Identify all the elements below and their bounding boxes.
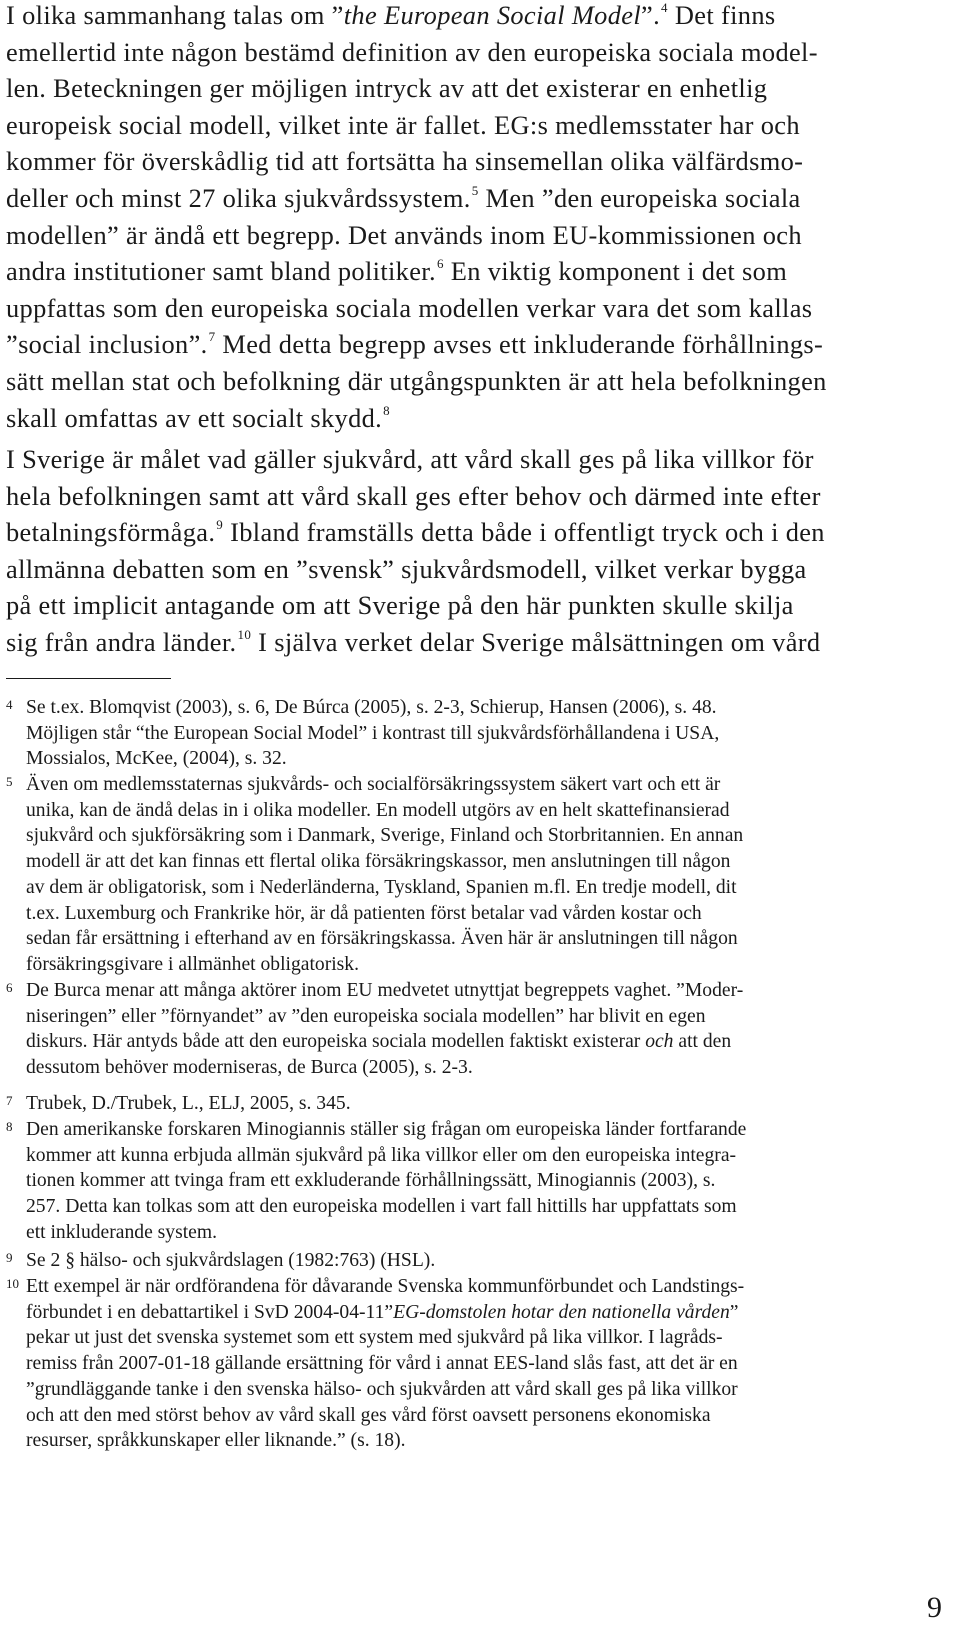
- text-line: [26, 1302, 738, 1324]
- text-run: Trubek, D./Trubek, L., ELJ, 2005, s. 345.: [26, 1093, 351, 1114]
- text-line: [26, 1196, 737, 1218]
- text-line: [6, 0, 954, 31]
- text-line: [26, 1145, 736, 1167]
- text-line: [26, 1250, 435, 1272]
- text-line: [6, 444, 954, 475]
- text-run: ”social inclusion”.: [6, 329, 208, 360]
- text-run: pekar ut just det svenska systemet som ett system med sjukvård på lika villkor. I lagråds-: [26, 1327, 723, 1349]
- text-line: [6, 37, 954, 68]
- text-line: [26, 1379, 738, 1401]
- footnote-reference: 9: [216, 517, 224, 533]
- footnote-number: 5: [6, 774, 13, 789]
- text-line: [26, 1327, 723, 1349]
- text-line: [6, 256, 954, 287]
- italic-text: the European Social Model: [343, 0, 642, 30]
- text-line: [26, 1276, 744, 1298]
- text-line: [26, 1031, 731, 1053]
- text-run: och att den med störst behov av vård skall ges vård först oavsett personens ekonomiska: [26, 1404, 711, 1426]
- text-line: [26, 1093, 351, 1115]
- text-run: Det finns: [667, 0, 776, 30]
- text-line: [6, 220, 954, 251]
- text-line: [26, 774, 720, 796]
- text-line: [26, 1057, 473, 1079]
- text-line: [26, 1170, 715, 1192]
- text-run: sätt mellan stat och befolkning där utgångspunkten är att hela befolkningen: [6, 366, 827, 396]
- text-run: förbundet i en debattartikel i SvD 2004-04-11”: [26, 1301, 394, 1323]
- italic-text: och: [645, 1031, 674, 1053]
- text-run: Se t.ex. Blomqvist (2003), s. 6, De Búrca (2005), s. 2-3, Schierup, Hansen (2006), s. 48.: [26, 697, 717, 718]
- text-line: [6, 590, 954, 621]
- text-line: [26, 851, 730, 873]
- text-line: [26, 903, 702, 925]
- text-run: sedan får ersättning i efterhand av en försäkringskassa. Även här är anslutningen till någon: [26, 928, 738, 950]
- text-line: [26, 748, 287, 770]
- text-line: [6, 481, 954, 512]
- footnote-reference: 8: [383, 402, 390, 418]
- text-run: remiss från 2007-01-18 gällande ersättning för vård i annat EES-land slås fast, att det är en: [26, 1353, 738, 1375]
- footnote-reference: 7: [208, 329, 216, 345]
- text-run: betalningsförmåga.: [6, 517, 216, 548]
- text-line: [26, 697, 717, 719]
- text-run: europeisk social modell, vilket inte är fallet. EG:s medlemsstater har och: [6, 109, 800, 140]
- footnote-reference: 4: [661, 0, 668, 15]
- text-run: deller och minst 27 olika sjukvårdssystem.: [6, 183, 471, 213]
- text-line: [26, 825, 743, 847]
- text-run: uppfattas som den europeiska sociala modellen verkar vara det som kallas: [6, 292, 813, 323]
- text-run: sjukvård och sjukförsäkring som i Danmark, Sverige, Finland och Storbritannien. En annan: [26, 825, 744, 847]
- text-run: försäkringsgivare i allmänhet obligatorisk.: [26, 953, 360, 975]
- text-run: Mossialos, McKee, (2004), s. 32.: [26, 748, 287, 770]
- text-line: [6, 366, 954, 397]
- text-line: [26, 1405, 711, 1427]
- text-line: [6, 517, 954, 548]
- text-run: ”.: [641, 0, 661, 30]
- footnote-reference: 5: [471, 183, 479, 198]
- text-line: [26, 723, 719, 745]
- text-line: [6, 73, 954, 104]
- text-line: [26, 954, 359, 976]
- text-run: sig från andra länder.: [6, 627, 237, 657]
- text-run: Se 2 § hälso- och sjukvårdslagen (1982:763) (HSL).: [26, 1250, 436, 1271]
- text-run: kommer att kunna erbjuda allmän sjukvård på lika villkor eller om den europeiska integra-: [26, 1144, 737, 1166]
- text-run: emellertid inte någon bestämd definition av den europeiska sociala model-: [6, 36, 818, 67]
- text-run: ”: [729, 1301, 739, 1323]
- text-line: [26, 877, 737, 899]
- text-run: En viktig komponent i det som: [443, 256, 788, 287]
- text-run: I Sverige är målet vad gäller sjukvård, att vård skall ges på lika villkor för: [6, 444, 814, 474]
- text-run: Ett exempel är när ordförandena för dåvarande Svenska kommunförbundet och Landstings-: [26, 1276, 745, 1297]
- footnote-separator: [6, 678, 171, 679]
- footnote-number: 6: [6, 980, 13, 995]
- text-run: Ibland framställs detta både i offentligt tryck och i den: [223, 517, 825, 548]
- text-run: diskurs. Här antyds både att den europeiska sociala modellen faktiskt existerar: [26, 1031, 646, 1053]
- text-line: [6, 293, 954, 324]
- text-run: ett inkluderande system.: [26, 1221, 217, 1243]
- footnote-reference: 6: [436, 256, 444, 272]
- text-line: [6, 554, 954, 585]
- text-line: [6, 627, 954, 658]
- footnote-number: 9: [6, 1250, 13, 1265]
- text-line: [26, 1222, 217, 1244]
- text-run: tionen kommer att tvinga fram ett exkluderande förhållningssätt, Minogiannis (2003), s.: [26, 1170, 716, 1192]
- text-line: [6, 403, 954, 434]
- text-run: I själva verket delar Sverige målsättningen om vård: [251, 627, 821, 657]
- text-run: unika, kan de ändå delas in i olika modeller. En modell utgörs av en helt skattefinansierad: [26, 799, 730, 821]
- text-line: [6, 329, 954, 360]
- footnote-number: 8: [6, 1119, 13, 1134]
- text-run: Med detta begrepp avses ett inkluderande förhållnings-: [215, 329, 824, 360]
- footnote-number: 4: [6, 697, 13, 712]
- text-run: resurser, språkkunskaper eller liknande.” (s. 18).: [26, 1430, 406, 1452]
- text-run: skall omfattas av ett socialt skydd.: [6, 402, 383, 433]
- text-run: andra institutioner samt bland politiker.: [6, 256, 436, 287]
- text-run: ”grundläggande tanke i den svenska hälso- och sjukvården att vård skall ges på lika villkor: [26, 1378, 738, 1400]
- text-run: dessutom behöver moderniseras, de Burca (2005), s. 2-3.: [26, 1057, 473, 1079]
- text-run: av dem är obligatorisk, som i Nederländerna, Tyskland, Spanien m.fl. En tredje modell, dit: [26, 876, 737, 898]
- text-line: [26, 1430, 406, 1452]
- text-run: t.ex. Luxemburg och Frankrike hör, är då patienten först betalar vad vården kostar och: [26, 902, 702, 924]
- text-run: len. Beteckningen ger möjligen intryck av att det existerar en enhetlig: [6, 73, 768, 104]
- text-run: kommer för överskådlig tid att fortsätta ha sinsemellan olika välfärdsmo-: [6, 146, 804, 177]
- text-run: 257. Detta kan tolkas som att den europeiska modellen i vart fall hittills har uppfattats som: [26, 1196, 737, 1218]
- text-line: [6, 183, 954, 214]
- text-line: [26, 1006, 706, 1028]
- text-run: Men ”den europeiska sociala: [478, 183, 801, 213]
- text-run: Möjligen står “the European Social Model” i kontrast till sjukvårdsförhållandena i USA,: [26, 722, 720, 744]
- text-line: [6, 110, 954, 141]
- text-run: De Burca menar att många aktörer inom EU medvetet utnyttjat begreppets vaghet. ”Moder-: [26, 980, 744, 1001]
- text-run: på ett implicit antagande om att Sverige på den här punkten skulle skilja: [6, 590, 794, 621]
- text-run: I olika sammanhang talas om ”: [6, 0, 344, 30]
- footnote-reference: 10: [237, 627, 252, 642]
- text-line: [26, 980, 743, 1002]
- text-run: hela befolkningen samt att vård skall ges efter behov och därmed inte efter: [6, 480, 821, 511]
- page-number: 9: [927, 1591, 942, 1624]
- document-page: [6, 0, 954, 1628]
- text-line: [26, 1119, 746, 1141]
- footnote-number: 10: [6, 1276, 19, 1291]
- text-run: modellen” är ändå ett begrepp. Det används inom EU-kommissionen och: [6, 219, 802, 250]
- text-run: niseringen” eller ”förnyandet” av ”den europeiska sociala modellen” har blivit en egen: [26, 1005, 706, 1027]
- text-run: att den: [673, 1031, 732, 1053]
- italic-text: EG-domstolen hotar den nationella vården: [393, 1301, 730, 1323]
- footnote-number: 7: [6, 1093, 13, 1108]
- text-run: Den amerikanske forskaren Minogiannis ställer sig frågan om europeiska länder fortfarande: [26, 1119, 747, 1140]
- text-run: modell är att det kan finnas ett flertal olika försäkringskassor, men anslutningen till någon: [26, 851, 731, 873]
- text-line: [26, 928, 738, 950]
- text-run: Även om medlemsstaternas sjukvårds- och socialförsäkringssystem säkert vart och ett är: [26, 774, 721, 795]
- text-line: [6, 146, 954, 177]
- text-line: [26, 1353, 738, 1375]
- text-line: [26, 800, 730, 822]
- text-run: allmänna debatten som en ”svensk” sjukvårdsmodell, vilket verkar bygga: [6, 553, 807, 584]
